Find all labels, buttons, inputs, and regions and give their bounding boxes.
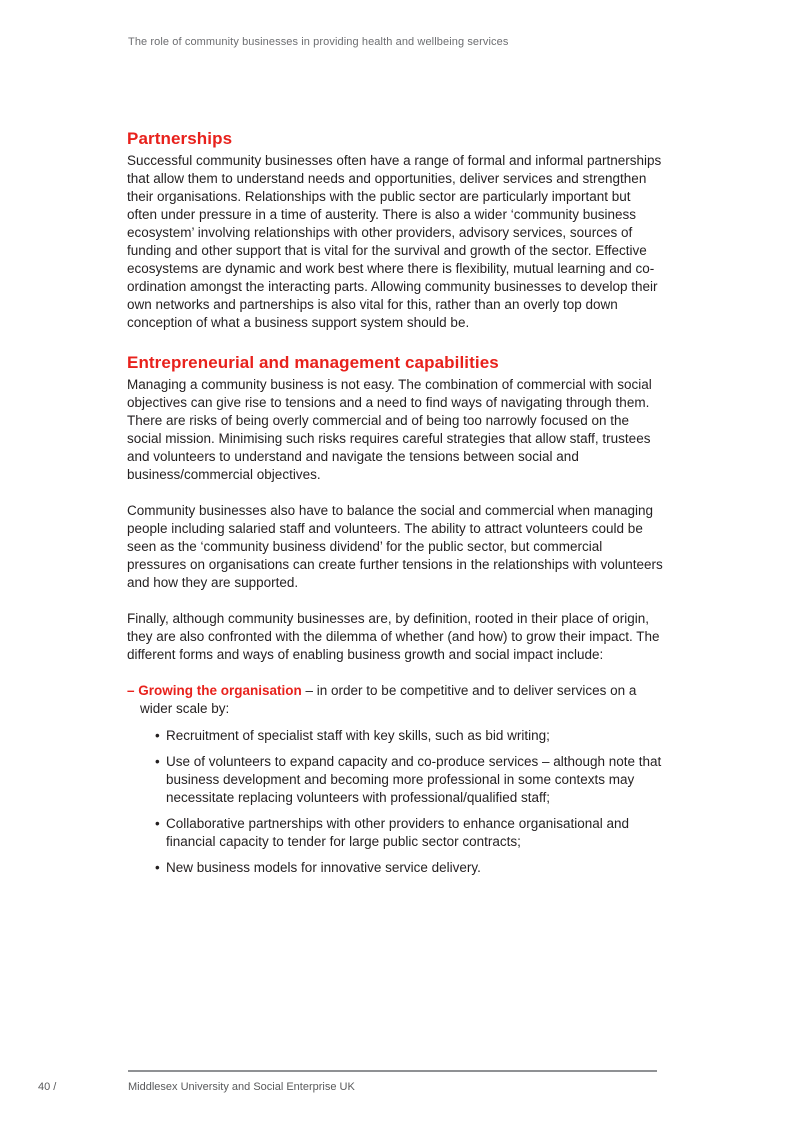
footer-divider <box>128 1070 657 1072</box>
growth-list-lead <box>127 682 664 718</box>
growth-lead-emphasis: – Growing the organisation <box>127 683 302 698</box>
growth-bullet-list <box>127 727 664 877</box>
bullet-marker: • <box>155 728 160 743</box>
paragraph-capabilities-1: Managing a community business is not easy. The combination of commercial with social objectives can give rise to tensions and a need to find ways of navigating through them. There are risks of being overly commercial and of being too narrowly focused on the social mission. Minimising such risks requires careful strategies that allow staff, trustees and volunteers to understand and navigate the tensions between social and business/commercial objectives. <box>127 377 652 482</box>
paragraph-partnerships-1: Successful community businesses often have a range of formal and informal partnerships that allow them to understand needs and opportunities, deliver services and strengthen their organisations. Relationships with the public sector are particularly important but often under pressure in a time of austerity. There is also a wider ‘community business ecosystem’ involving relationships with other providers, advisory services, sources of funding and other support that is vital for the survival and growth of the sector. Effective ecosystems are dynamic and work best where there is flexibility, mutual learning and co-ordination amongst the interacting parts. Allowing community businesses to develop their own networks and partnerships is also vital for this, rather than an overly top down conception of what a business support system should be. <box>127 153 662 330</box>
bullet-text: New business models for innovative service delivery. <box>166 860 481 875</box>
section-heading-partnerships: Partnerships <box>127 129 233 148</box>
bullet-item-new-models <box>155 859 664 877</box>
paragraph-capabilities-2: Community businesses also have to balance the social and commercial when managing people including salaried staff and volunteers. The ability to attract volunteers could be seen as the ‘community business dividend’ for the public sector, but commercial pressures on organisations can create further tensions in the relationships with volunteers and how they are supported. <box>127 503 663 590</box>
bullet-text: Use of volunteers to expand capacity and co-produce services – although note that business development and becoming more professional in some contexts may necessitate replacing volunteers with professional/qualified staff; <box>166 754 662 805</box>
bullet-item-volunteers <box>155 753 664 807</box>
bullet-text: Recruitment of specialist staff with key skills, such as bid writing; <box>166 728 550 743</box>
growth-lead-text: – in order to be competitive and to deliver services on a wider scale by: <box>140 683 637 716</box>
bullet-item-collaborative <box>155 815 664 851</box>
footer-imprint: Middlesex University and Social Enterprise UK <box>128 1081 355 1093</box>
footer-page-number: 40 / <box>38 1081 57 1093</box>
running-header: The role of community businesses in providing health and wellbeing services <box>128 36 509 48</box>
section-heading-entrepreneurial: Entrepreneurial and management capabilities <box>127 353 499 372</box>
bullet-marker: • <box>155 816 160 831</box>
page-content <box>127 129 664 885</box>
bullet-text: Collaborative partnerships with other providers to enhance organisational and financial capacity to tender for large public sector contracts; <box>166 816 630 849</box>
bullet-item-recruitment <box>155 727 664 745</box>
paragraph-capabilities-3: Finally, although community businesses are, by definition, rooted in their place of origin, they are also confronted with the dilemma of whether (and how) to grow their impact. The different forms and ways of enabling business growth and social impact include: <box>127 611 660 662</box>
bullet-marker: • <box>155 860 160 875</box>
bullet-marker: • <box>155 754 160 769</box>
